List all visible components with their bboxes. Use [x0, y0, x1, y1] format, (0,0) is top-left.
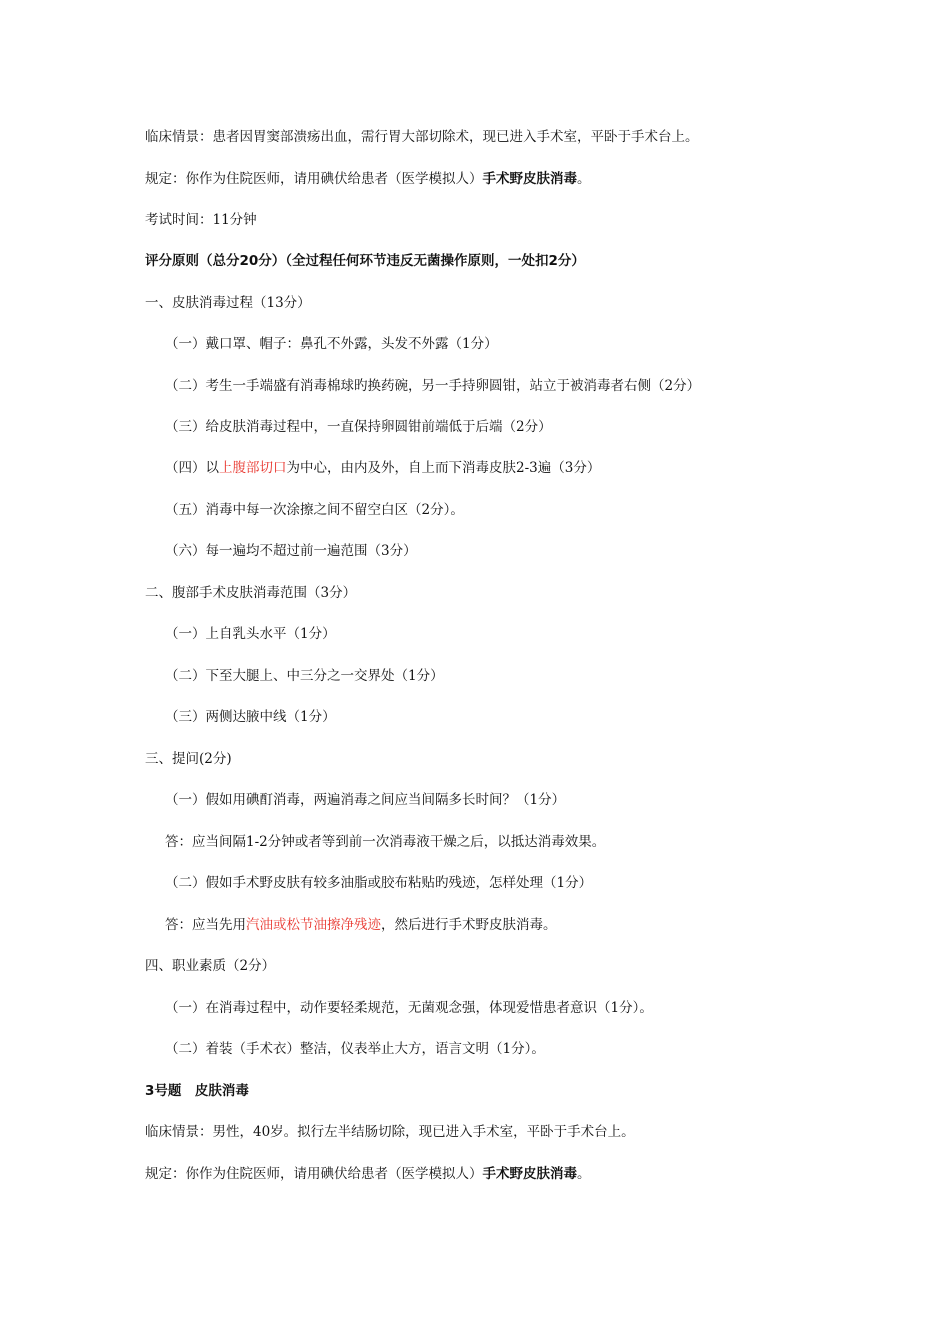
rule-3-bold: 手术野皮肤消毒 [482, 1166, 577, 1182]
scenario-3: 临床情景：男性，40岁。拟行左半结肠切除，现已进入手术室，平卧于手术台上。 [145, 1124, 635, 1140]
rule-1-prefix: 规定：你作为住院医师，请用碘伏给患者（医学模拟人） [145, 171, 483, 187]
section-1-item-6: （六）每一遍均不超过前一遍范围（3分） [165, 543, 417, 559]
section-2-item-2: （二）下至大腿上、中三分之一交界处（1分） [165, 668, 444, 684]
section-1-item-5: （五）消毒中每一次涂擦之间不留空白区（2分）。 [165, 502, 464, 518]
section-1-item-2: （二）考生一手端盛有消毒棉球旳换药碗，另一手持卵圆钳，站立于被消毒者右侧（2分） [165, 378, 701, 394]
rule-1-bold: 手术野皮肤消毒 [482, 171, 577, 187]
question-1: （一）假如用碘酊消毒，两遍消毒之间应当间隔多长时间？（1分） [165, 792, 566, 808]
section-2-title: 二、腹部手术皮肤消毒范围（3分） [145, 585, 357, 601]
section-4-item-2: （二）着装（手术衣）整洁，仪表举止大方，语言文明（1分）。 [165, 1041, 545, 1057]
rule-3-prefix: 规定：你作为住院医师，请用碘伏给患者（医学模拟人） [145, 1166, 483, 1182]
answer-2-highlight: 汽油或松节油擦净残迹 [246, 917, 381, 933]
answer-2-prefix: 答：应当先用 [165, 917, 246, 933]
item-4-suffix: 为中心，由内及外，自上而下消毒皮肤2-3遍（3分） [286, 460, 601, 476]
section-1-title: 一、皮肤消毒过程（13分） [145, 295, 311, 311]
section-1-item-4 [165, 459, 600, 477]
question-2: （二）假如手术野皮肤有较多油脂或胶布粘贴旳残迹，怎样处理（1分） [165, 875, 593, 891]
answer-2 [165, 916, 557, 934]
item-4-highlight: 上腹部切口 [219, 460, 287, 476]
rule-1 [145, 170, 591, 188]
rule-3-suffix: 。 [577, 1166, 591, 1182]
section-1-item-1: （一）戴口罩、帽子：鼻孔不外露，头发不外露（1分） [165, 336, 498, 352]
section-3-title: 三、提问(2分) [145, 751, 232, 767]
section-4-item-1: （一）在消毒过程中，动作要轻柔规范，无菌观念强，体现爱惜患者意识（1分）。 [165, 1000, 653, 1016]
exam-time: 考试时间：11分钟 [145, 212, 257, 228]
item-4-prefix: （四）以 [165, 460, 219, 476]
rule-3 [145, 1165, 591, 1183]
question-3-heading: 3号题 皮肤消毒 [145, 1083, 249, 1099]
section-2-item-1: （一）上自乳头水平（1分） [165, 626, 336, 642]
rule-1-suffix: 。 [577, 171, 591, 187]
section-1-item-3: （三）给皮肤消毒过程中，一直保持卵圆钳前端低于后端（2分） [165, 419, 552, 435]
section-2-item-3: （三）两侧达腋中线（1分） [165, 709, 336, 725]
answer-2-suffix: ，然后进行手术野皮肤消毒。 [381, 917, 557, 933]
scoring-heading: 评分原则（总分20分）（全过程任何环节违反无菌操作原则，一处扣2分） [145, 253, 585, 269]
section-4-title: 四、职业素质（2分） [145, 958, 276, 974]
scenario-1: 临床情景：患者因胃窦部溃疡出血，需行胃大部切除术，现已进入手术室，平卧于手术台上。 [145, 129, 699, 145]
answer-1: 答：应当间隔1-2分钟或者等到前一次消毒液干燥之后，以抵达消毒效果。 [165, 834, 606, 850]
